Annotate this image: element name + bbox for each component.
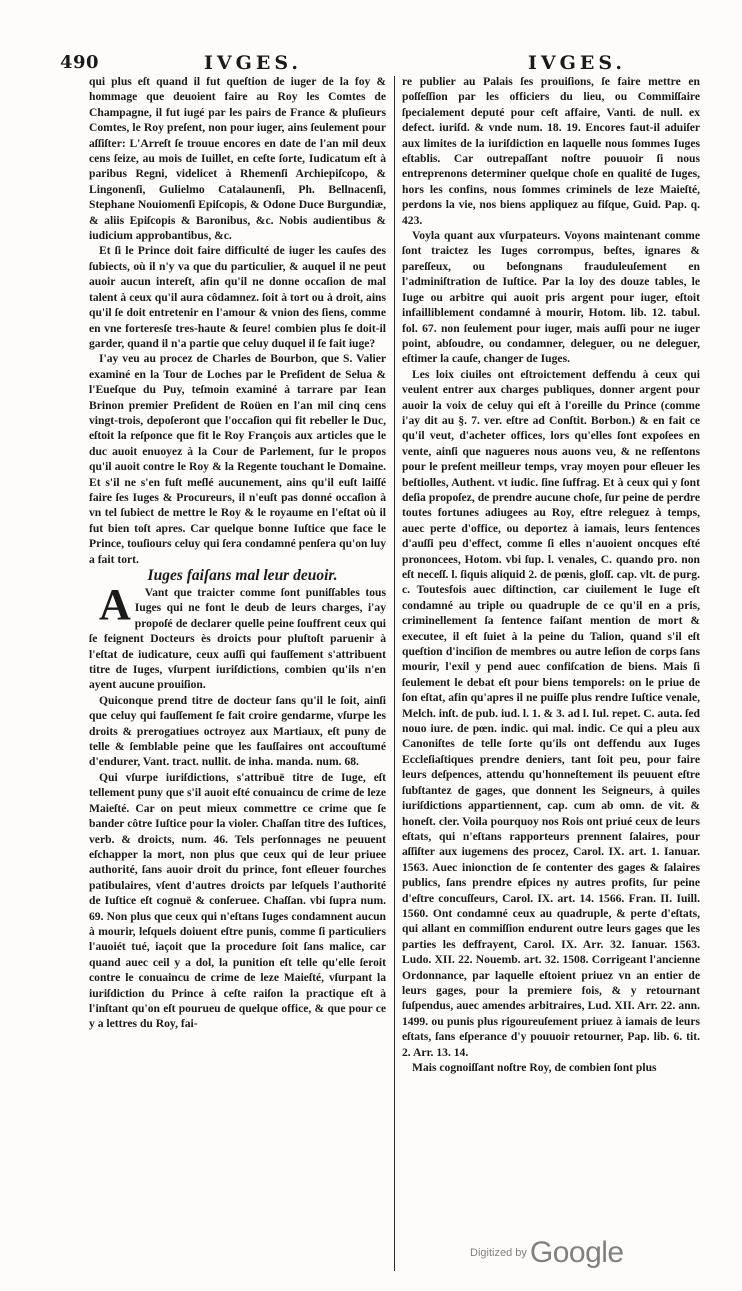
google-logo: Google — [529, 1236, 624, 1269]
google-watermark — [470, 1236, 624, 1270]
paragraph: Et ſi le Prince doit faire difficulté de iuger les cauſes des ſubiects, où il n'y va que du particulier, & auquel il ne peut auoir aucun intereſt, afin qu'il ne donne occaſion de mal talent à ceux qu'il aura côdamnez. ſoit à tort ou à droit, ains qu'il ſe doit entretenir en l'amour & vnion des ſiens, comme en vne forteresſe tres-haute & ſeure! combien plus ſe doit-il garder, quand il n'a partie que celuy duquel il ſe fait iuge? — [89, 244, 386, 350]
drop-cap: A — [99, 580, 131, 629]
column-divider — [394, 76, 395, 1271]
paragraph: Quiconque prend titre de docteur ſans qu'il le ſoit, ainſi que celuy qui fauſſement ſe fait croire gendarme, vſurpe les droits & prerogatiues octroyez aux Martiaux, eſt puny de telle & ſemblable peine que les fauſſaires ont accouſtumé d'endurer, Vant. tract. nullit. de inha. manda. num. 68. — [89, 693, 386, 769]
paragraph: re publier au Palais ſes prouiſions, ſe faire mettre en poſſeſſion par les officiers du lieu, ou Commiſſaire ſpecialement deputé pour ceſt affaire, Vanti. de null. ex defect. iuriſd. & vnde num. 18. 19. Encores faut-il aduiſer aux limites de la iuriſdiction en laquelle nous ſommes Iuges eſtablis. Car outrepaſſant noſtre pouuoir ſi nous entreprenons determiner quelque choſe en qualité de Iuges, hors les confins, nous ſommes criminels de leze Maieſté, perdons la vie, nos biens appliquez au fiſque, Guid. Pap. q. 423. — [402, 75, 700, 227]
digitized-by-label: Digitized by — [470, 1247, 527, 1259]
paragraph: Voyla quant aux vſurpateurs. Voyons maintenant comme ſont traictez les Iuges corrompus, beſtes, ignares & pareſſeux, ou beſongnans frauduleuſement en l'adminiſtration de Iuſtice. Par la loy des douze tables, le Iuge ou arbitre qui auoit pris argent pour iuger, eſtoit infailliblement condamné à mourir, Hotom. lib. 12. tabul. fol. 67. non ſeulement pour iuger, mais auſſi pour ne iuger point, abſoudre, ou condamner, deleguer, ou ne deleguer, eſtimer la cauſe, changer de Iuges. — [402, 229, 700, 366]
running-title-left: IVGES. — [204, 52, 302, 74]
paragraph: I'ay veu au procez de Charles de Bourbon, que S. Valier examiné en la Tour de Loches par le Preſident de Selua & l'Eueſque du Puy, teſmoin examiné à tarrare par Iean Brinon premier Preſident de Roüen en l'an mil cinq cens vingt-trois, depoſeront que l'occaſion qui fit rebeller le Duc, eſtoit la reſponce que fit le Roy François aux articles que le duc auoit enuoyez à la Cour de Parlement, ſur le propos qu'il auoit contre le Roy & la Regente touchant le Domaine. Et s'il ne s'en fuſt meſlé aucunement, ains qu'il euſt laiſſé faire ſes Iuges & Procureurs, il n'euſt pas donné occaſion à vn tel ſubiect de mettre le Roy & le royaume en l'eſtat où il fut bien toſt apres. Car quelque bonne Iuſtice que face le Prince, touſiours celuy qui ſera condamné penſera qu'on luy a fait tort. — [89, 352, 386, 566]
paragraph — [89, 580, 386, 693]
page-number: 490 — [60, 52, 100, 73]
left-column — [89, 74, 386, 1032]
paragraph: Mais cognoiſſant noſtre Roy, de combien ſont plus — [412, 1061, 657, 1074]
page-header — [60, 52, 700, 72]
section-heading: Iuges faiſans mal leur deuoir. — [147, 567, 338, 584]
running-title-right: IVGES. — [528, 52, 626, 74]
paragraph: Qui vſurpe iuriſdictions, s'attribuë titre de Iuge, eſt tellement puny que s'il auoit eſté conuaincu de crime de leze Maieſté. Car on peut mieux commettre ce crime que ſe bander côtre Iuſtice pour la violer. Chaſſan titre des Iuſtices, verb. & droicts, num. 46. Tels perſonnages ne peuuent eſchapper la mort, non plus que ceux qui de leur priuee authorité, ſans auoir droit du prince, font eſleuer fourches patibulaires, vſent d'autres droicts par leſquels l'authorité de Iuſtice eſt cognuë & conſeruee. Chaſſan. vbi ſupra num. 69. Non plus que ceux qui n'eſtans Iuges condamnent aucun à mourir, leſquels doiuent eſtre punis, comme ſi particuliers l'auoiét tué, iaçoit que la procedure ſoit ſans malice, car quand auec ceil y a dol, la punition eſt telle qu'elle ſeroit contre le conuaincu de crime de leze Maieſté, vſurpant la iuriſdiction du Prince à ceſte raiſon la practique eſt à l'inſtant qu'on eſt pourueu de quelque office, & que pour ce y a lettres du Roy, fai- — [89, 770, 386, 1031]
right-column — [402, 74, 700, 1075]
paragraph: qui plus eſt quand il fut queſtion de iuger de la foy & hommage que deuoient faire au Roy les Comtes de Champagne, il fut iugé par les pairs de France & pluſieurs Comtes, le Roy preſent, non pour iuger, ains ſeulement pour aſſiſter: L'Arreſt ſe trouue encores en date de l'an mil deux cens ſeize, au mois de Iuillet, en ceſte ſorte, Iudicatum eſt à paribus Regni, videlicet à Rhemenſi Archiepiſcopo, & Lingonenſi, Gulielmo Catalaunenſi, Ph. Bellnacenſi, Stephane Nouiomenſi Epiſcopis, & Odone Duce Burgundiæ, & aliis Epiſcopis & Baronibus, &c. Nobis audientibus & iudicium approbantibus, &c. — [89, 75, 386, 243]
paragraph: Les loix ciuiles ont eſtroictement deffendu à ceux qui veulent entrer aux charges publiques, donner argent pour auoir la voix de celuy qui eſt à l'oreille du Prince (comme i'ay dit au §. 7. ver. eſtre ad Conſtit. Borbon.) & en fait ce qu'il veut, d'acheter offices, lors qu'elles ſont expoſees en vente, ainſi que nagueres nous auons veu, & ne reſſentons pour le preſent meilleur temps, vray moyen pour eſleuer les beſtiolles, Authent. vt iudic. ſine ſuffrag. Et à ceux qui y ſont deſia propoſez, de prendre aucune choſe, ſur peine de perdre toutes fortunes adiugees au Roy, eſtre releguez à temps, auec perte d'office, ou deportez à iamais, leurs ſentences d'auſſi peu d'effect, comme ſi elles n'auoient oncques eſté prononcees, Hotom. vbi ſup. l. venales, C. quando pro. non eſt neceſſ. l. ſiquis aliquid 2. de pœnis, gloſſ. cap. vlt. de purg. c. Toutesfois auec diſtinction, car ciuilement le Iuge eſt condamné au triple ou quadruple de ce qu'il en a pris, criminellement ſa ſentence faiſant mention de mort & executee, il eſt ſuiet à la peine du Talion, quand s'il eſt queſtion d'inciſion de membres ou autre leſion de corps ſans mourir, l'exil y pend auec confiſcation de biens. Mais ſi ſeulement le debat eſt pour biens temporels: on le priue de ſon eſtat, afin qu'apres il ne puiſſe plus rendre Iuſtice venale, Melch. inſt. de pub. iud. l. 1. & 3. ad l. Iul. repet. C. auta. ſed nouo iure. de pœn. indic. qui mal. indic. Ce qui a pleu aux Canoniſtes de telle ſorte qu'ils ont deffendu aux Iuges Eccleſiaſtiques prendre deniers, tant ſoit peu, pour faire leurs deſpences, attendu qu'honneſtement ils peuuent eſtre ſubſtantez de gages, que donnent les Seigneurs, à quiles iuriſdictions appartiennent, cap. cum ab omn. de vit. & honeſt. cler. Voila pourquoy nos Rois ont priué ceux de leurs eſtats, qui n'eſtans rapporteurs prennent ſalaires, pour aſſiſter aux iugemens des procez, Carol. IX. art. 1. Ianuar. 1563. Auec inionction de ſe contenter des gages & ſalaires publics, ſans prendre eſpices ny autres profits, ſur peine d'eſtre concuſſeurs, Carol. IX. art. 14. 1566. Fran. II. Iuill. 1560. Ont condamné ceux au quadruple, & perte d'eſtats, qui allant en commiſſion endurent outre leurs gages que les parties les deffrayent, Carol. IX. Arr. 32. Ianuar. 1563. Ludo. XII. 22. Nouemb. art. 32. 1508. Corrigeant l'ancienne Ordonnance, par laquelle eſtoient priuez vn an entier de leurs gages, pour la premiere fois, & y retournant ſuſpendus, auec amendes arbitraires, Lud. XII. Arr. 22. ann. 1499. ou punis plus rigoureuſement priuez à iamais de leurs eſtats, ſans eſperance d'y pouuoir retourner, Pap. lib. 6. tit. 2. Arr. 13. 14. — [402, 367, 700, 1059]
paragraph-text: Vant que traicter comme ſont puniſſables tous Iuges qui ne font le deub de leurs charges, i'ay propoſé de declarer quelle peine ſouffrent ceux qui ſe feignent Docteurs ès droicts pour pluſtoſt paruenir à l'eſtat de iudicature, ceux auſſi qui fauſſement s'attribuent titre de Iuges, vſurpent iuriſdictions, combien qu'ils n'en ayent aucune prouiſion. — [89, 586, 386, 692]
